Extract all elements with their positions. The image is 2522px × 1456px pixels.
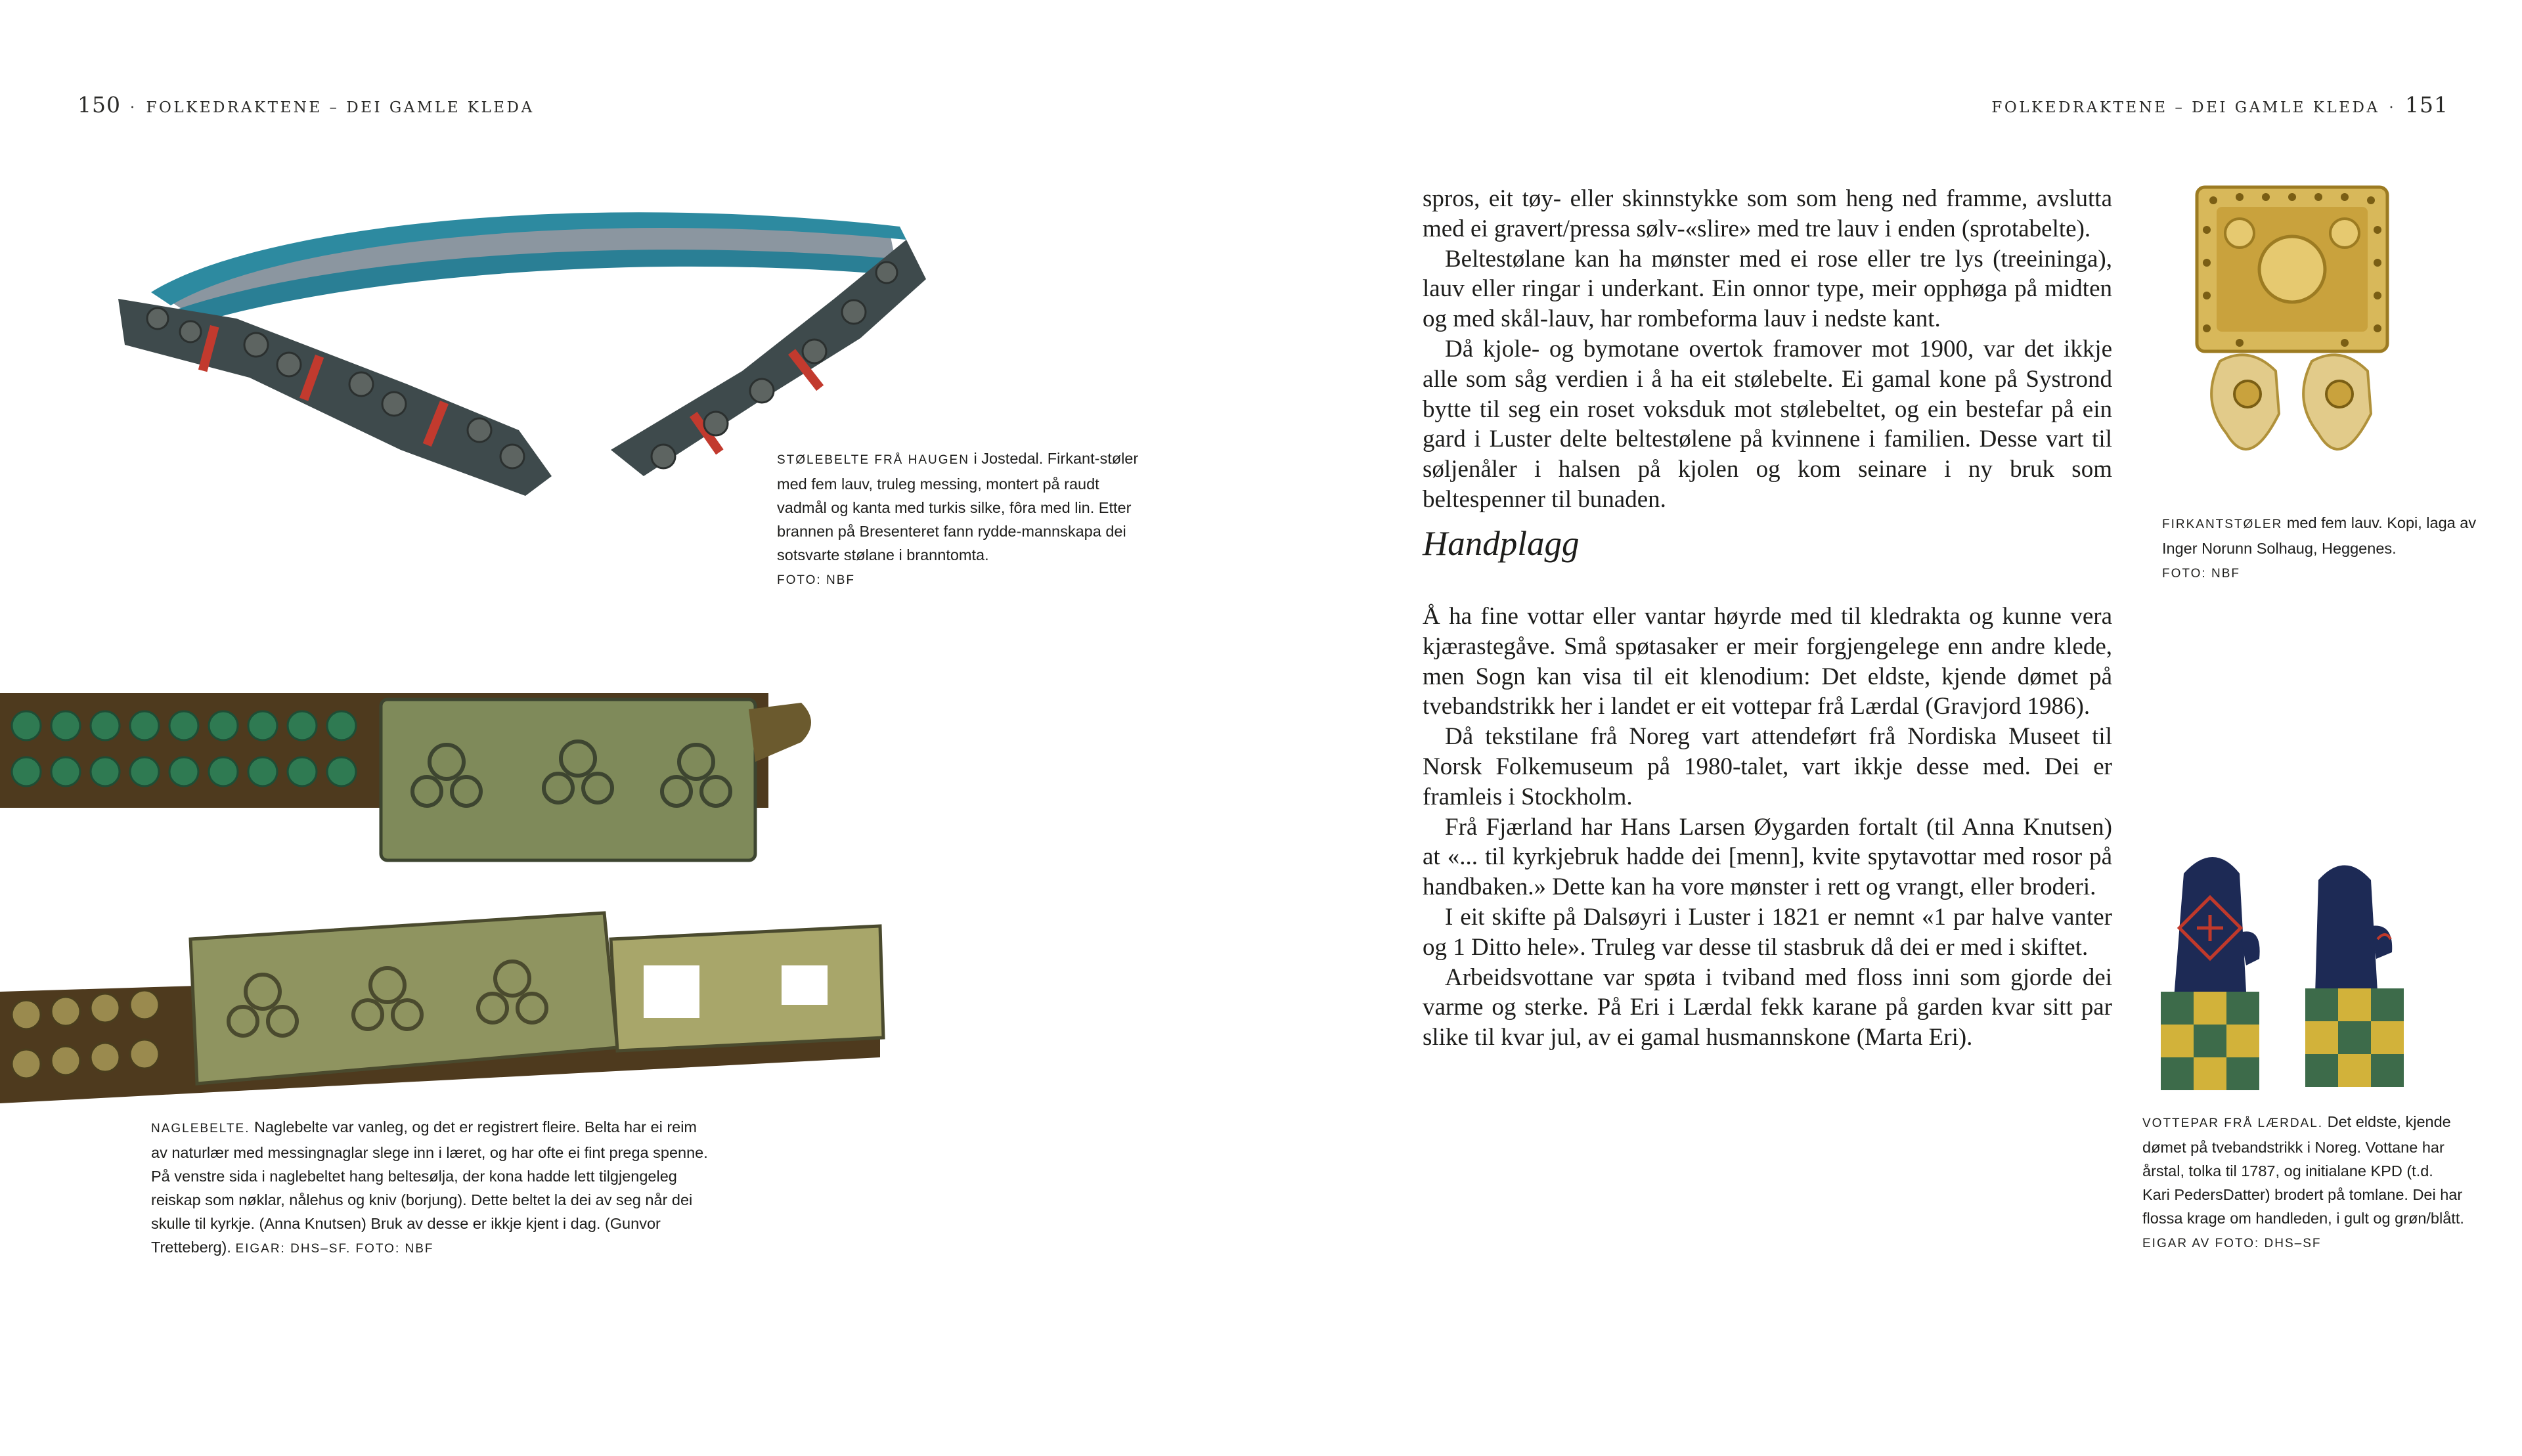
- caption-stolebelte: [777, 447, 1145, 592]
- running-title: FOLKEDRAKTENE – DEI GAMLE KLEDA: [146, 99, 535, 116]
- buckle-opening: [644, 965, 699, 1018]
- paragraph: Då tekstilane frå Noreg vart attendeført frå Nordiska Museet til Norsk Folkemuseum på 1980-talet, vart ikkje desse med. Dei er framleis i Stockholm.: [1423, 723, 2112, 810]
- body-text-top: [1423, 184, 2112, 515]
- photo-credit: EIGAR AV FOTO: DHS–SF: [2142, 1237, 2322, 1250]
- central-dome: [2259, 236, 2325, 302]
- caption-label: NAGLEBELTE.: [151, 1122, 250, 1136]
- mittens-photo: [2148, 847, 2443, 1097]
- photo-credit: EIGAR: DHS–SF. FOTO: NBF: [235, 1242, 434, 1256]
- photo-credit: FOTO: NBF: [2162, 567, 2240, 581]
- body-text-bottom: [1423, 602, 2112, 1053]
- running-head-left: [77, 92, 535, 118]
- caption-label: FIRKANTSTØLER: [2162, 518, 2283, 531]
- caption-naglebelte: [151, 1115, 716, 1261]
- right-mitten: [2315, 866, 2378, 996]
- paragraph: I eit skifte på Dalsøyri i Luster i 1821 er nemnt «1 par halve vanter og 1 Ditto hele». Truleg var desse til stasbruk då dei er med i skiftet.: [1423, 903, 2112, 961]
- paragraph: spros, eit tøy- eller skinnstykke som som heng ned framme, avslutta med ei gravert/pressa sølv-«slire» med tre lauv i enden (sprotabelte).: [1423, 185, 2112, 242]
- paragraph: Arbeidsvottane var spøta i tviband med floss inni som gjorde dei varme og sterke. På Eri i Lærdal fekk karane på garden kvar sitt par slike til kvar jul, av ei gamal husmannskone (Marta Eri).: [1423, 963, 2112, 1051]
- caption-label: VOTTEPAR FRÅ LÆRDAL.: [2142, 1116, 2324, 1130]
- page-number: 150: [77, 92, 121, 118]
- caption-label: STØLEBELTE FRÅ HAUGEN: [777, 453, 969, 467]
- paragraph: Frå Fjærland har Hans Larsen Øygarden fortalt (til Anna Knutsen) at «... til kyrkjebruk hadde dei [menn], kvite spytavottar med rosor på handbaken.» Dette kan ha vore mønster i rett og vrangt, eller broderi.: [1423, 813, 2112, 901]
- running-head-right: [1991, 92, 2448, 118]
- paragraph: Å ha fine vottar eller vantar høyrde med til kledrakta og kunne vera kjærastegåve. Små spøtasaker er meir forgjengelege enn andre klede, men Sogn kan visa til eit klenodium: Det eldste, kjende dømet på tvebandstrikk her i landet er eit vottepar frå Lærdal (Gravjord 1986).: [1423, 603, 2112, 720]
- corner-cup: [2225, 219, 2254, 248]
- leaf-boss: [2326, 381, 2353, 407]
- paragraph: Då kjole- og bymotane overtok framover mot 1900, var det ikkje alle som såg verdien i å ha eit stølebelte. Ei gamal kone på Systrond bytte til seg ein roset voksduk mot stølebeltet, og ein bestefar på ein gard i Luster delte beltestølene på kvinnene i familien. Desse vart til søljenåler i halsen på kjolen og kom seinare i ny bruk som beltespenner til bunaden.: [1423, 335, 2112, 513]
- leaf-boss: [2234, 381, 2261, 407]
- corner-cup: [2330, 219, 2359, 248]
- middle-dot-icon: ·: [130, 100, 137, 116]
- photo-credit: FOTO: NBF: [777, 573, 855, 587]
- running-title: FOLKEDRAKTENE – DEI GAMLE KLEDA: [1991, 99, 2380, 116]
- buckle-opening: [782, 965, 828, 1005]
- caption-text: med fem lauv. Kopi, laga av Inger Norunn Solhaug, Heggenes.: [2162, 514, 2477, 557]
- middle-dot-icon: ·: [2389, 100, 2396, 116]
- caption-text: Det eldste, kjende dømet på tvebandstrikk i Noreg. Vottane har årstal, tolka til 1787, og initialane KPD (t.d. Kari PedersDatter) brodert på tomlane. Dei har flossa krage om handleden, i gult og grøn/blått.: [2142, 1113, 2464, 1227]
- page-number: 151: [2405, 92, 2448, 118]
- right-mitten-cuff: [2305, 988, 2404, 1087]
- caption-text: Naglebelte var vanleg, og det er registrert fleire. Belta har ei reim av naturlær med messingnaglar slege inn i læret, og har ofte ei fint prega spenne. På venstre sida i naglebeltet hang beltesølja, der kona hadde lett tilgjengeleg reiskap som nøklar, nålehus og kniv (borjung). Dette beltet la dei av seg når dei skulle til kyrkje. (Anna Knutsen) Bruk av desse er ikkje kjent i dag. (Gunvor Tretteberg).: [151, 1118, 708, 1256]
- caption-text: i Jostedal. Firkant-støler med fem lauv, truleg messing, montert på raudt vadmål og kanta med turkis silke, fôra med lin. Etter brannen på Bresenteret fann rydde-mannskapa dei sotsvarte stølane i branntomta.: [777, 450, 1139, 563]
- belt-loop: [749, 703, 811, 762]
- brooch-photo: [2187, 184, 2404, 486]
- caption-vottepar: [2142, 1110, 2464, 1256]
- paragraph: Beltestølane kan ha mønster med ei rose eller tre lys (treeininga), lauv eller ringar i underkant. Ein onnor type, meir opphøga på midten og med skål-lauv, har rombeforma lauv i nedste kant.: [1423, 245, 2112, 333]
- section-heading: Handplagg: [1423, 525, 1580, 563]
- caption-firkantstoler: [2162, 511, 2504, 586]
- left-mitten-cuff: [2161, 992, 2259, 1090]
- naglebelte-photo: [0, 683, 893, 1103]
